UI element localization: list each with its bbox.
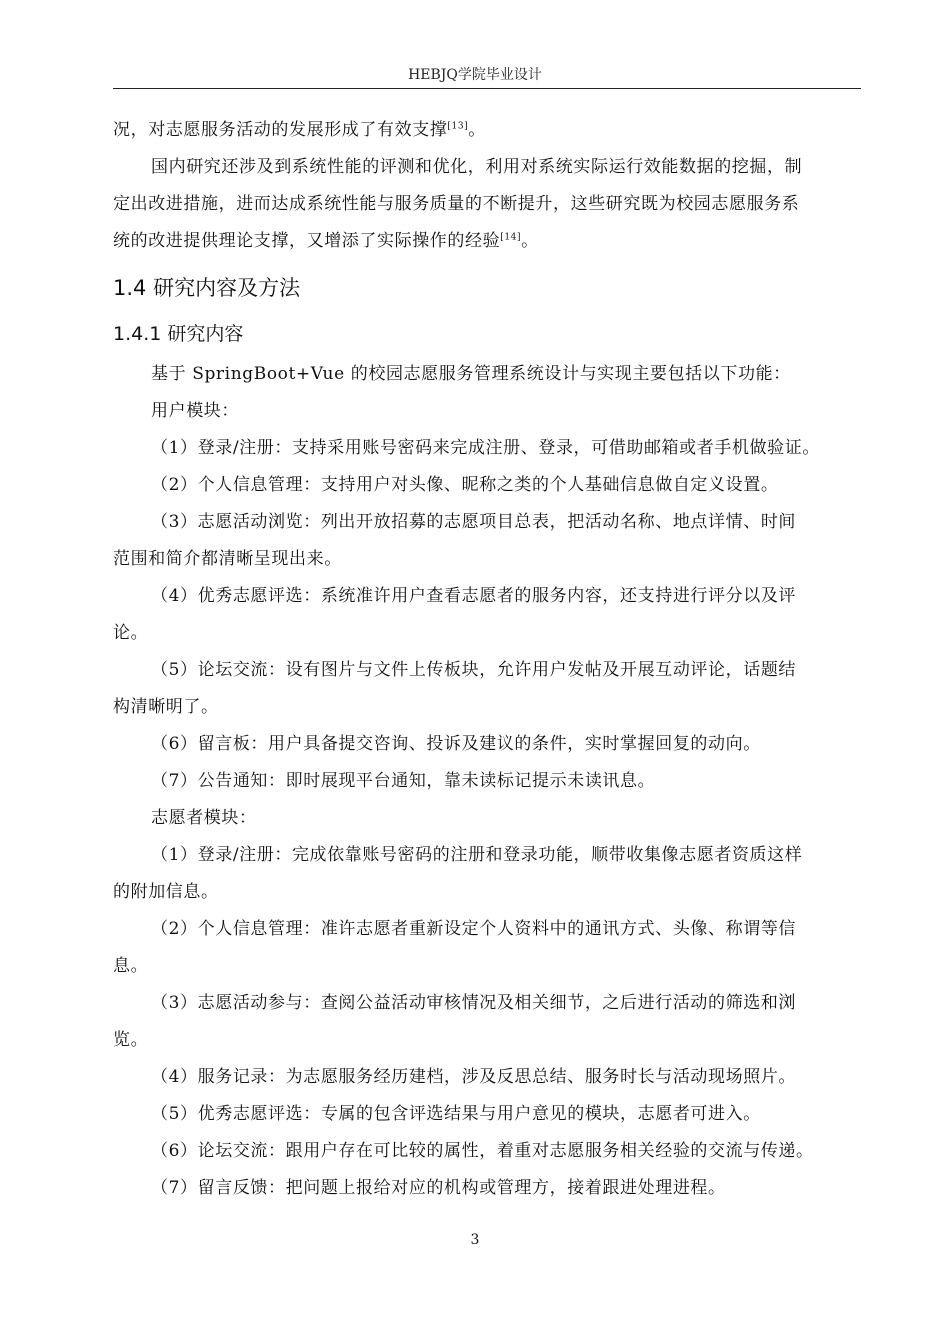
text: 。 [468,120,486,140]
volunteer-module-title: 志愿者模块： [151,808,257,828]
section-heading: 1.4 研究内容及方法 [113,276,301,300]
list-item: （6）留言板：用户具备提交咨询、投诉及建议的条件，实时掌握回复的动向。 [151,734,761,754]
text: 况，对志愿服务活动的发展形成了有效支撑 [113,120,448,140]
list-item: （3）志愿活动参与：查阅公益活动审核情况及相关细节，之后进行活动的筛选和浏 [151,993,797,1013]
citation-13: [13] [447,121,469,132]
list-item: （4）优秀志愿评选：系统准许用户查看志愿者的服务内容，还支持进行评分以及评 [151,586,797,606]
paragraph-line: 国内研究还涉及到系统性能的评测和优化，利用对系统实际运行效能数据的挖掘，制 [151,157,803,177]
subsection-heading: 1.4.1 研究内容 [113,323,244,345]
paragraph-line [113,112,861,149]
list-item: （3）志愿活动浏览：列出开放招募的志愿项目总表，把活动名称、地点详情、时间 [151,512,797,532]
list-item: （5）优秀志愿评选：专属的包含评选结果与用户意见的模块，志愿者可进入。 [151,1104,761,1124]
page-header-title: HEBJQ学院毕业设计 [408,67,542,83]
paragraph-line [113,223,861,260]
user-module-title: 用户模块： [151,401,239,421]
list-item: （1）登录/注册：支持采用账号密码来完成注册、登录，可借助邮箱或者手机做验证。 [151,438,820,458]
paragraph-line: 定出改进措施，进而达成系统性能与服务质量的不断提升，这些研究既为校园志愿服务系 [113,194,800,214]
list-item-cont: 范围和简介都清晰呈现出来。 [113,549,342,569]
list-item: （2）个人信息管理：支持用户对头像、昵称之类的个人基础信息做自定义设置。 [151,475,779,495]
intro-line: 基于 SpringBoot+Vue 的校园志愿服务管理系统设计与实现主要包括以下功能： [151,364,791,384]
list-item-cont: 构清晰明了。 [113,697,219,717]
list-item-cont: 览。 [113,1030,149,1050]
list-item-cont: 论。 [113,623,149,643]
list-item: （5）论坛交流：设有图片与文件上传板块，允许用户发帖及开展互动评论，话题结 [151,660,797,680]
header-divider [113,88,861,89]
list-item: （1）登录/注册：完成依靠账号密码的注册和登录功能，顺带收集像志愿者资质这样 [151,845,803,865]
list-item: （7）公告通知：即时展现平台通知，靠未读标记提示未读讯息。 [151,771,656,791]
citation-14: [14] [500,232,522,243]
list-item-cont: 的附加信息。 [113,882,219,902]
list-item-cont: 息。 [113,956,149,976]
page-number: 3 [470,1232,480,1248]
list-item: （2）个人信息管理：准许志愿者重新设定个人资料中的通讯方式、头像、称谓等信 [151,919,797,939]
document-body [113,112,861,1207]
list-item: （7）留言反馈：把问题上报给对应的机构或管理方，接着跟进处理进程。 [151,1178,726,1198]
text: 统的改进提供理论支撑，又增添了实际操作的经验 [113,231,501,251]
list-item: （4）服务记录：为志愿服务经历建档，涉及反思总结、服务时长与活动现场照片。 [151,1067,797,1087]
text: 。 [521,231,539,251]
list-item: （6）论坛交流：跟用户存在可比较的属性，着重对志愿服务相关经验的交流与传递。 [151,1141,814,1161]
